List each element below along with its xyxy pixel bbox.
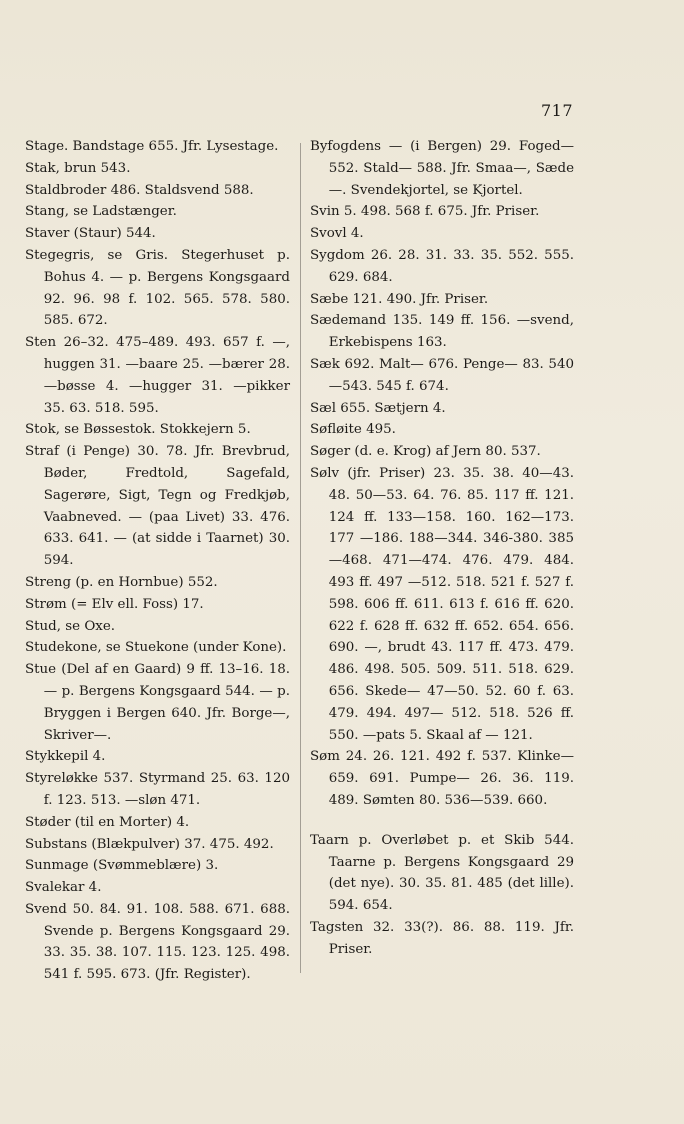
index-entry: Stegegris, se Gris. Stegerhuset p. Bohus 4. — p. Bergens Kongsgaard 92. 96. 98 f. 102. 565. 578. 580. 585. 672. — [25, 247, 290, 329]
index-entry: Svin 5. 498. 568 f. 675. Jfr. Priser. — [310, 204, 540, 220]
index-entry: Stak, brun 543. — [25, 160, 131, 176]
index-entry: Byfogdens — (i Bergen) 29. Foged— 552. Stald— 588. Jfr. Smaa—, Sæde—. Svendekjortel, se Kjortel. — [310, 139, 574, 198]
index-entry: Søfløite 495. — [310, 422, 396, 438]
index-entry: Støder (til en Morter) 4. — [25, 814, 190, 830]
index-entry: Staver (Staur) 544. — [25, 226, 156, 242]
index-entry: Sunmage (Svømmeblære) 3. — [25, 858, 219, 874]
index-entry: Substans (Blækpulver) 37. 475. 492. — [25, 836, 274, 852]
section-gap — [310, 812, 574, 830]
index-entry: Stykkepil 4. — [25, 749, 106, 765]
index-entry: Staldbroder 486. Staldsvend 588. — [25, 182, 254, 198]
index-entry: Tagsten 32. 33(?). 86. 88. 119. Jfr. Priser. — [310, 919, 574, 957]
index-entry: Søger (d. e. Krog) af Jern 80. 537. — [310, 444, 541, 460]
index-column-right — [310, 136, 574, 960]
index-entry: Strøm (= Elv ell. Foss) 17. — [25, 596, 204, 612]
index-entry: Straf (i Penge) 30. 78. Jfr. Brevbrud, Bøder, Fredtold, Sagefald, Sagerøre, Sigt, Tegn og Fredkjøb, Vaabneved. — (paa Livet) 33. 476. 633. 641. — (at sidde i Taarnet) 30. 594. — [25, 444, 290, 569]
index-entry: Sæl 655. Sætjern 4. — [310, 400, 446, 416]
index-entry: Stud, se Oxe. — [25, 618, 116, 634]
index-entry: Sølv (jfr. Priser) 23. 35. 38. 40—43. 48. 50—53. 64. 76. 85. 117 ff. 121. 124 ff. 133—158. 160. 162—173. 177 —186. 188—344. 346-380. 385—468. 471—474. 476. 479. 484. 493 ff. 497 —512. 518. 521 f. 527 f. 598. 606 ff. 611. 613 f. 616 ff. 620. 622 f. 628 ff. 632 ff. 652. 654. 656. 690. —, brudt 43. 117 ff. 473. 479. 486. 498. 505. 509. 511. 518. 629. 656. Skede— 47—50. 52. 60 f. 63. 479. 494. 497— 512. 518. 526 ff. 550. —pats 5. Skaal af — 121. — [310, 465, 574, 743]
index-entry: Sten 26–32. 475–489. 493. 657 f. —, huggen 31. —baare 25. —bærer 28. —bøsse 4. —hugger 31. —pikker 35. 63. 518. 595. — [25, 335, 290, 416]
page-number: 717 — [540, 101, 573, 120]
index-entry: Studekone, se Stuekone (under Kone). — [25, 640, 287, 656]
index-entry: Stage. Bandstage 655. Jfr. Lysestage. — [25, 139, 279, 154]
index-entry: Svovl 4. — [310, 226, 364, 242]
index-entry: Stue (Del af en Gaard) 9 ff. 13–16. 18. — p. Bergens Kongsgaard 544. — p. Bryggen i Bergen 640. Jfr. Borge—, Skriver—. — [25, 662, 290, 743]
index-entry: Sæk 692. Malt— 676. Penge— 83. 540—543. 545 f. 674. — [310, 356, 574, 394]
index-entry: Søm 24. 26. 121. 492 f. 537. Klinke— 659. 691. Pumpe— 26. 36. 119. 489. Sømten 80. 536—539. 660. — [310, 749, 574, 808]
index-entry: Sæbe 121. 490. Jfr. Priser. — [310, 291, 489, 307]
index-entry: Svend 50. 84. 91. 108. 588. 671. 688. Svende p. Bergens Kongsgaard 29. 33. 35. 38. 107. 115. 123. 125. 498. 541 f. 595. 673. (Jfr. Register). — [25, 901, 290, 983]
index-entry: Sædemand 135. 149 ff. 156. —svend, Erkebispens 163. — [310, 313, 574, 351]
index-entry: Streng (p. en Hornbue) 552. — [25, 574, 218, 590]
index-column-left — [25, 136, 290, 986]
index-entry: Sygdom 26. 28. 31. 33. 35. 552. 555. 629. 684. — [310, 247, 574, 285]
index-entry: Svalekar 4. — [25, 880, 102, 896]
index-entry: Taarn p. Overløbet p. et Skib 544. Taarne p. Bergens Kongsgaard 29 (det nye). 30. 35. 81. 485 (det lille). 594. 654. — [310, 832, 574, 914]
index-entry: Stok, se Bøssestok. Stokkejern 5. — [25, 422, 251, 438]
index-entry: Stang, se Ladstænger. — [25, 204, 177, 220]
index-entry: Styreløkke 537. Styrmand 25. 63. 120 f. 123. 513. —sløn 471. — [25, 771, 290, 808]
column-divider — [300, 143, 301, 973]
